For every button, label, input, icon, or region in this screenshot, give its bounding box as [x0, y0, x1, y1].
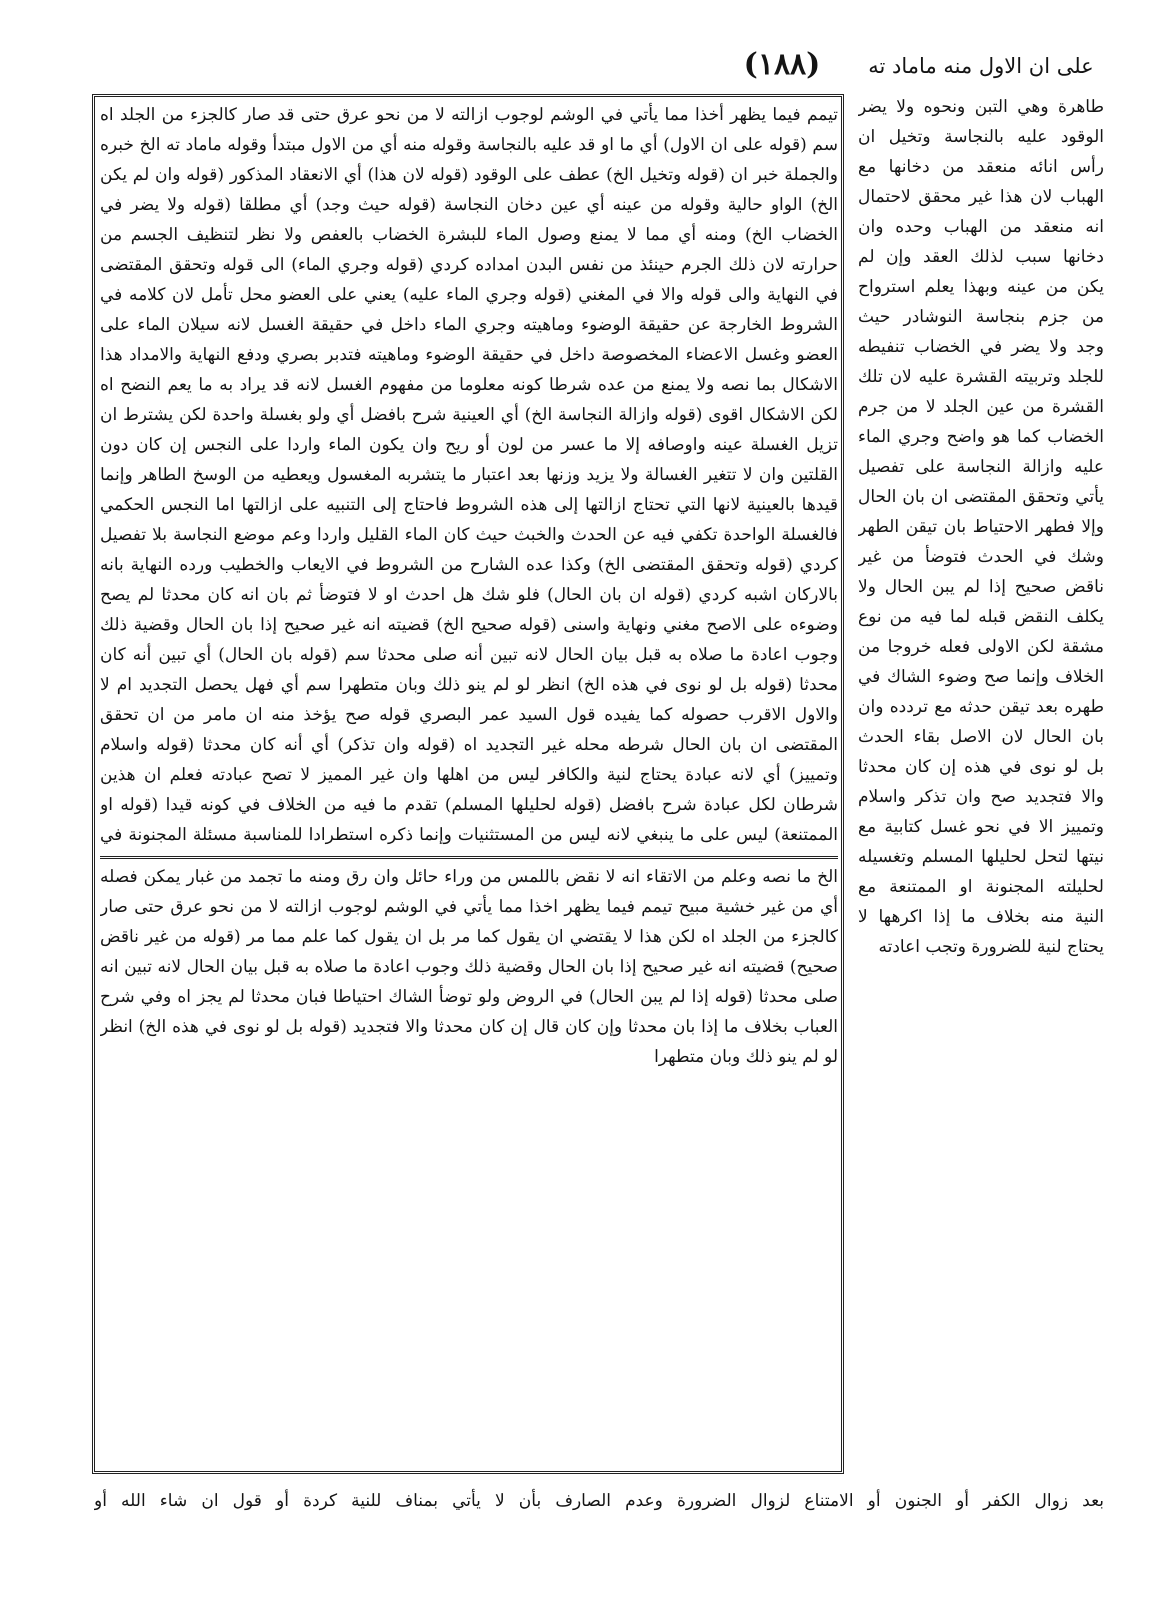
- footer-line: بعد زوال الكفر أو الجنون أو الامتناع لزوال الضرورة وعدم الصارف بأن لا يأتي بمناف للنية كردة أو قول ان شاء الله أو: [94, 1491, 1104, 1511]
- page-number: (١٨٨): [743, 47, 821, 82]
- margin-matn-text: طاهرة وهي التبن ونحوه ولا يضر الوقود عليه بالنجاسة وتخيل ان رأس انائه منعقد من دخانها مع الهباب لان هذا غير محقق لاحتمال انه منعقد من الهباب وحده وان دخانها سبب لذلك العقد وإن لم يكن من عينه وبهذا يعلم استرواح من جزم بنجاسة النوشادر حيث وجد ولا يضر في الخضاب تنفيطه للجلد وتربيته القشرة عليه لان تلك القشرة من عين الجلد لا من جرم الخضاب كما هو واضح وجري الماء عليه وازالة النجاسة على تفصيل يأتي وتحقق المقتضى ان بان الحال وإلا فطهر الاحتياط بان تيقن الطهر وشك في الحدث فتوضأ من غير ناقض صحيح إذا لم يبن الحال ولا يكلف النقض قبله لما فيه من نوع مشقة لكن الاولى فعله خروجا من الخلاف وإنما صح وضوء الشاك في طهره بعد تيقن حدثه مع تردده وان بان الحال لان الاصل بقاء الحدث بل لو نوى في هذه إن كان محدثا والا فتجديد صح وان تذكر واسلام وتمييز الا في نحو غسل كتابية مع نيتها لتحل لحليلها المسلم وتغسيله لحليلته المجنونة او الممتنعة مع النية منه بخلاف ما إذا اكرهها لا يحتاج لنية للضرورة وتجب اعادته: [858, 97, 1104, 957]
- lower-commentary-text: الخ ما نصه وعلم من الاتقاء انه لا نقض باللمس من وراء حائل وان رق ومنه ما تجمد من غبار يمكن فصله أي من غير خشية مبيح تيمم فيما يظهر اخذا مما يأتي في الوشم لوجوب ازالته لا من نحو عرق حتى صار كالجزء من الجلد اه لكن هذا لا يقتضي ان يقول كما مر بل ان يقول كما علم مما مر (قوله من غير ناقض صحيح) قضيته انه غير صحيح إذا بان الحال وقضية ذلك وجوب اعادة ما صلاه به قبل بيان الحال لانه تبين انه صلى محدثا (قوله إذا لم يبن الحال) في الروض ولو توضأ الشاك احتياطا فبان محدثا لم يجز اه وفي شرح العباب بخلاف ما إذا بان محدثا وإن كان قال إن كان محدثا والا فتجديد (قوله بل لو نوى في هذه الخ) انظر لو لم ينو ذلك وبان متطهرا: [100, 867, 838, 1067]
- section-divider: [100, 856, 838, 859]
- commentary-text: تيمم فيما يظهر أخذا مما يأتي في الوشم لوجوب ازالته لا من نحو عرق حتى قد صار كالجزء من الجلد اه سم (قوله على ان الاول) أي ما او قد عليه بالنجاسة وقوله منه أي من الاول مبتدأ وقوله ماماد ته الخ خبره والجملة خبر ان (قوله وتخيل الخ) عطف على الوقود (قوله لان هذا) أي الانعقاد المذكور (قوله وان لم يكن الخ) الواو حالية وقوله من عينه أي عين دخان النجاسة (قوله حيث وجد) أي مطلقا (قوله ولا يضر في الخضاب الخ) ومنه أي مما لا يمنع وصول الماء للبشرة الخضاب بالعفص ولا نظر لتنظيف الجسم من حرارته لان ذلك الجرم حينئذ من نفس البدن امداده كردي (قوله وجري الماء) الى قوله وتحقق المقتضى في النهاية والى قوله والا في المغني (قوله وجري الماء عليه) يعني على العضو محل تأمل لان كلامه في الشروط الخارجة عن حقيقة الوضوء وماهيته وجري الماء داخل في حقيقة الغسل لانه سيلان الماء على العضو وغسل الاعضاء المخصوصة داخل في حقيقة الوضوء وماهيته فتدبر بصري ودفع النهاية والامداد هذا الاشكال بما نصه ولا يمنع من عده شرطا كونه معلوما من مفهوم الغسل لانه قد يراد به ما يعم النضح اه لكن الاشكال اقوى (قوله وازالة النجاسة الخ) أي العينية شرح بافضل أي ولو بغسلة واحدة لكن يشترط ان تزيل الغسلة عينه واوصافه إلا ما عسر من لون أو ريح وان يكون الماء واردا على النجس إن كان دون القلتين وان لا تتغير الغسالة ولا يزيد وزنها بعد اعتبار ما يتشربه المغسول ويعطيه من الوسخ الطاهر وإنما قيدها بالعينية لانها التي تحتاج ازالتها إلى هذه الشروط فاحتاج إلى التنبيه على ازالتها اما النجس الحكمي فالغسلة الواحدة تكفي فيه عن الحدث والخبث حيث كان الماء القليل واردا وعم موضع النجاسة بلا تفصيل كردي (قوله وتحقق المقتضى الخ) وكذا عده الشارح من الشروط في الايعاب والخطيب ورده النهاية بانه بالاركان اشبه كردي (قوله ان بان الحال) فلو شك هل احدث او لا فتوضأ ثم بان انه كان محدثا لم يصح وضوءه على الاصح مغني ونهاية واسنى (قوله صحيح الخ) قضيته انه غير صحيح إذا بان الحال وقضية ذلك وجوب اعادة ما صلاه به قبل بيان الحال لانه تبين أنه صلى محدثا سم (قوله بان الحال) أي تبين أنه كان محدثا (قوله بل لو نوى في هذه الخ) انظر لو لم ينو ذلك وبان متطهرا سم أي فهل يحصل التجديد ام لا والاول الاقرب حصوله كما يفيده قول السيد عمر البصري قوله صح يؤخذ منه ان مامر من ان تحقق المقتضى ان بان الحال شرطه محله غير التجديد اه (قوله وان تذكر) أي أنه كان محدثا (قوله واسلام وتمييز) أي لانه عبادة يحتاج لنية والكافر ليس من اهلها وان غير المميز لا تصح عبادته فعلم ان هذين شرطان لكل عبادة شرح بافضل (قوله لحليلها المسلم) تقدم ما فيه من الخلاف في كونه قيدا (قوله او الممتنعة) ليس على ما ينبغي لانه ليس من المستثنيات وإنما ذكره استطرادا للمناسبة مسئلة المجنونة في: [100, 105, 838, 845]
- margin-first-line: على ان الاول منه ماماد ته: [868, 54, 1094, 78]
